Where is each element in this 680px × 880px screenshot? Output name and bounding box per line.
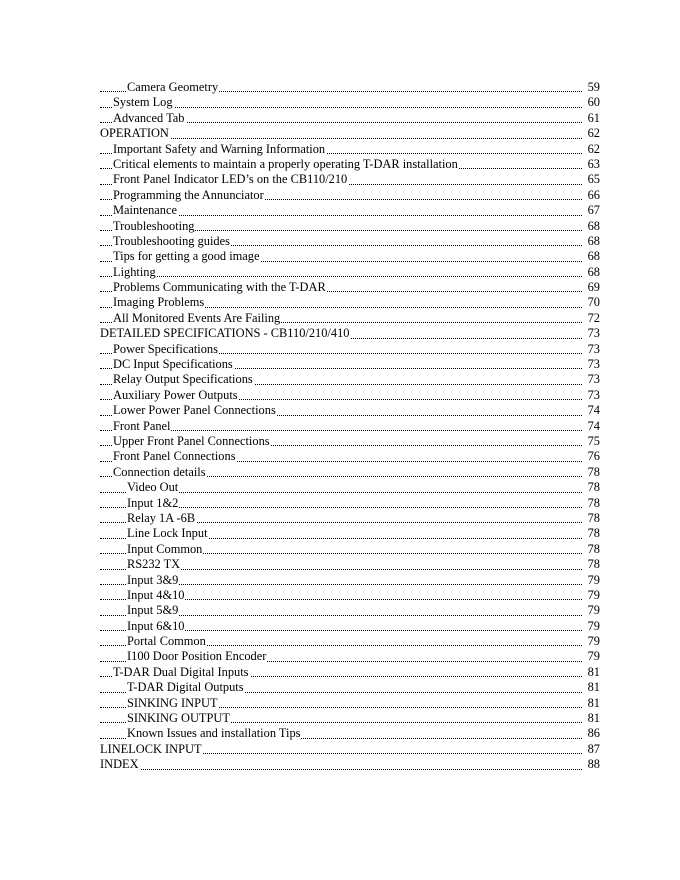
toc-entry[interactable] — [100, 588, 600, 603]
toc-entry-page-number[interactable]: 73 — [582, 388, 600, 403]
toc-entry[interactable] — [100, 142, 600, 157]
toc-entry-page-number[interactable]: 81 — [582, 696, 600, 711]
toc-entry-page-number[interactable]: 79 — [582, 588, 600, 603]
toc-entry-title[interactable]: Line Lock Input — [127, 526, 208, 541]
toc-entry[interactable] — [100, 419, 600, 434]
toc-entry-title[interactable]: All Monitored Events Are Failing — [113, 310, 281, 325]
toc-entry-page-number[interactable]: 79 — [582, 573, 600, 588]
toc-entry-page-number[interactable]: 87 — [582, 742, 600, 757]
toc-entry-title[interactable]: T-DAR Digital Outputs — [127, 680, 244, 695]
toc-entry-page-number[interactable]: 79 — [582, 649, 600, 664]
toc-entry[interactable] — [100, 249, 600, 264]
toc-entry-page-number[interactable]: 79 — [582, 603, 600, 618]
toc-entry-title[interactable]: Troubleshooting — [113, 218, 195, 233]
toc-entry[interactable] — [100, 511, 600, 526]
toc-entry-title[interactable]: Input 4&10 — [127, 587, 185, 602]
toc-entry[interactable] — [100, 234, 600, 249]
toc-entry-page-number[interactable]: 78 — [582, 542, 600, 557]
toc-entry-page-number[interactable]: 74 — [582, 419, 600, 434]
toc-entry-title[interactable]: Maintenance — [113, 203, 177, 218]
toc-entry-page-number[interactable]: 69 — [582, 280, 600, 295]
toc-entry-page-number[interactable]: 79 — [582, 619, 600, 634]
toc-entry[interactable] — [100, 711, 600, 726]
toc-entry-page-number[interactable]: 79 — [582, 634, 600, 649]
toc-entry-page-number[interactable]: 86 — [582, 726, 600, 741]
toc-entry[interactable] — [100, 465, 600, 480]
toc-entry-title[interactable]: DC Input Specifications — [113, 357, 233, 372]
toc-entry-page-number[interactable]: 73 — [582, 357, 600, 372]
toc-entry-title[interactable]: Input 6&10 — [127, 618, 185, 633]
toc-entry-title[interactable]: SINKING INPUT — [127, 695, 218, 710]
toc-entry-title[interactable]: Video Out — [127, 480, 179, 495]
toc-entry-page-number[interactable]: 76 — [582, 449, 600, 464]
toc-entry[interactable] — [100, 219, 600, 234]
toc-entry-title[interactable]: I100 Door Position Encoder — [127, 649, 267, 664]
toc-entry[interactable] — [100, 95, 600, 110]
toc-entry-page-number[interactable]: 78 — [582, 526, 600, 541]
toc-entry[interactable] — [100, 126, 600, 141]
toc-entry-title[interactable]: Connection details — [113, 464, 206, 479]
toc-entry-title[interactable]: Problems Communicating with the T-DAR — [113, 280, 326, 295]
toc-entry[interactable] — [100, 326, 600, 341]
toc-entry-title[interactable]: Camera Geometry — [127, 80, 219, 94]
toc-entry-page-number[interactable]: 78 — [582, 557, 600, 572]
toc-entry-title[interactable]: Lower Power Panel Connections — [113, 403, 276, 418]
toc-entry-page-number[interactable]: 62 — [582, 142, 600, 157]
toc-entry[interactable] — [100, 342, 600, 357]
toc-entry-title[interactable]: Auxiliary Power Outputs — [113, 387, 238, 402]
toc-entry[interactable] — [100, 496, 600, 511]
dot-leader — [100, 430, 584, 431]
toc-entry[interactable] — [100, 295, 600, 310]
toc-entry[interactable] — [100, 480, 600, 495]
toc-entry[interactable] — [100, 757, 600, 772]
toc-entry-page-number[interactable]: 63 — [582, 157, 600, 172]
toc-entry[interactable] — [100, 619, 600, 634]
toc-entry-page-number[interactable]: 73 — [582, 342, 600, 357]
toc-entry-title[interactable]: Advanced Tab — [113, 110, 185, 125]
toc-entry-page-number[interactable]: 78 — [582, 465, 600, 480]
toc-entry-title[interactable]: Known Issues and installation Tips — [127, 726, 301, 741]
toc-entry-title[interactable]: System Log — [113, 95, 173, 110]
toc-entry-title[interactable]: SINKING OUTPUT — [127, 711, 230, 726]
toc-entry-title[interactable]: Input 3&9 — [127, 572, 179, 587]
dot-leader — [100, 138, 584, 139]
toc-entry-title[interactable]: T-DAR Dual Digital Inputs — [113, 664, 249, 679]
toc-entry[interactable] — [100, 80, 600, 95]
toc-entry-page-number[interactable]: 72 — [582, 311, 600, 326]
toc-entry-page-number[interactable]: 78 — [582, 496, 600, 511]
toc-entry-title[interactable]: Critical elements to maintain a properly operating T-DAR installation — [113, 156, 458, 171]
toc-entry-page-number[interactable]: 78 — [582, 480, 600, 495]
toc-entry-page-number[interactable]: 81 — [582, 665, 600, 680]
toc-entry-page-number[interactable]: 66 — [582, 188, 600, 203]
toc-entry[interactable] — [100, 557, 600, 572]
toc-entry[interactable] — [100, 573, 600, 588]
toc-entry[interactable] — [100, 665, 600, 680]
toc-entry-title[interactable]: Portal Common — [127, 634, 206, 649]
toc-entry-title[interactable]: LINELOCK INPUT — [100, 741, 202, 756]
toc-entry-title[interactable]: Input 5&9 — [127, 603, 179, 618]
table-of-contents — [100, 80, 600, 773]
toc-entry-title[interactable]: Front Panel Indicator LED’s on the CB110/210 — [113, 172, 348, 187]
toc-entry-page-number[interactable]: 68 — [582, 219, 600, 234]
toc-entry[interactable] — [100, 188, 600, 203]
toc-entry[interactable] — [100, 111, 600, 126]
toc-entry-title[interactable]: Imaging Problems — [113, 295, 205, 310]
toc-entry-title[interactable]: Relay 1A -6B — [127, 510, 196, 525]
dot-leader — [100, 276, 584, 277]
toc-entry-title[interactable]: Front Panel — [113, 418, 171, 433]
toc-entry-title[interactable]: Tips for getting a good image — [113, 249, 260, 264]
toc-entry-title[interactable]: Input Common — [127, 541, 203, 556]
toc-entry-title[interactable]: Programming the Annunciator — [113, 187, 264, 202]
toc-entry-title[interactable]: INDEX — [100, 757, 139, 772]
toc-entry-page-number[interactable]: 65 — [582, 172, 600, 187]
toc-entry-title[interactable]: Input 1&2 — [127, 495, 179, 510]
toc-entry-page-number[interactable]: 78 — [582, 511, 600, 526]
toc-entry-page-number[interactable]: 73 — [582, 372, 600, 387]
toc-entry[interactable] — [100, 388, 600, 403]
toc-entry[interactable] — [100, 696, 600, 711]
toc-entry-page-number[interactable]: 74 — [582, 403, 600, 418]
toc-entry-page-number[interactable]: 81 — [582, 711, 600, 726]
toc-entry-page-number[interactable]: 73 — [582, 326, 600, 341]
toc-entry-title[interactable]: Troubleshooting guides — [113, 233, 230, 248]
toc-entry[interactable] — [100, 603, 600, 618]
toc-entry-page-number[interactable]: 75 — [582, 434, 600, 449]
toc-entry-page-number[interactable]: 68 — [582, 234, 600, 249]
toc-entry-page-number[interactable]: 67 — [582, 203, 600, 218]
toc-entry-title[interactable]: Lighting — [113, 264, 156, 279]
toc-entry-title[interactable]: OPERATION — [100, 126, 169, 141]
toc-entry-page-number[interactable]: 81 — [582, 680, 600, 695]
toc-entry[interactable] — [100, 265, 600, 280]
toc-entry-title[interactable]: Relay Output Specifications — [113, 372, 253, 387]
toc-entry[interactable] — [100, 157, 600, 172]
toc-entry[interactable] — [100, 726, 600, 741]
toc-entry[interactable] — [100, 742, 600, 757]
toc-entry[interactable] — [100, 311, 600, 326]
toc-entry[interactable] — [100, 372, 600, 387]
toc-entry-page-number[interactable]: 70 — [582, 295, 600, 310]
toc-entry[interactable] — [100, 449, 600, 464]
toc-entry[interactable] — [100, 172, 600, 187]
toc-entry-page-number[interactable]: 88 — [582, 757, 600, 772]
toc-entry-page-number[interactable]: 62 — [582, 126, 600, 141]
toc-entry-page-number[interactable]: 68 — [582, 249, 600, 264]
toc-entry-page-number[interactable]: 68 — [582, 265, 600, 280]
toc-entry-title[interactable]: Important Safety and Warning Information — [113, 141, 326, 156]
toc-entry-page-number[interactable]: 60 — [582, 95, 600, 110]
toc-entry[interactable] — [100, 403, 600, 418]
toc-entry[interactable] — [100, 357, 600, 372]
toc-entry[interactable] — [100, 434, 600, 449]
toc-entry[interactable] — [100, 526, 600, 541]
toc-entry[interactable] — [100, 634, 600, 649]
dot-leader — [100, 769, 584, 770]
toc-entry-title[interactable]: RS232 TX — [127, 557, 181, 572]
toc-entry-title[interactable]: Power Specifications — [113, 341, 218, 356]
toc-entry-title[interactable]: Front Panel Connections — [113, 449, 236, 464]
toc-entry[interactable] — [100, 680, 600, 695]
toc-entry-title[interactable]: DETAILED SPECIFICATIONS - CB110/210/410 — [100, 326, 350, 341]
toc-entry[interactable] — [100, 542, 600, 557]
toc-entry[interactable] — [100, 649, 600, 664]
toc-entry-title[interactable]: Upper Front Panel Connections — [113, 433, 270, 448]
toc-entry-page-number[interactable]: 59 — [582, 80, 600, 95]
toc-entry[interactable] — [100, 203, 600, 218]
toc-entry[interactable] — [100, 280, 600, 295]
toc-entry-page-number[interactable]: 61 — [582, 111, 600, 126]
